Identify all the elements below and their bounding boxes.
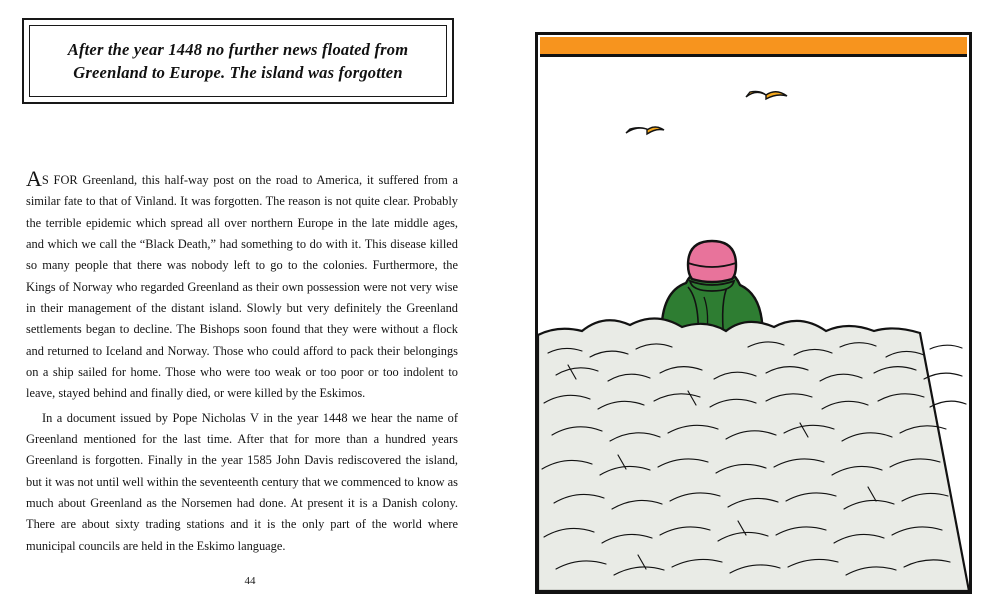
page-headline: After the year 1448 no further news floated from Greenland to Europe. The island was forgotten <box>67 39 409 82</box>
paragraph-1 <box>26 168 458 405</box>
pink-hat <box>688 241 736 282</box>
right-page <box>500 0 999 608</box>
illustration-frame <box>535 32 972 594</box>
horizon-ink-line <box>540 54 967 57</box>
drop-cap: A <box>26 166 42 191</box>
man-in-waves-illustration <box>538 35 969 591</box>
page-number: 44 <box>244 575 256 587</box>
headline-box <box>22 18 454 104</box>
body-text <box>26 168 458 557</box>
sea-mass <box>538 318 969 591</box>
paragraph-1-text: S FOR Greenland, this half-way post on the road to America, it suffered from a similar fate to that of Vinland. It was forgotten. The reason is not quite clear. Probably the terrible epidemic which spread all over northern Europe in the late middle ages, and which we call the “Black Death,” had something to do with it. This disease killed so many people that there was nobody left to go to the colonies. Furthermore, the Kings of Norway who regarded Greenland as their own possession were not very wise in their management of the distant island. Slowly but very definitely the Greenland settlements began to decline. The Bishops soon found that they were without a flock and returned to Iceland and Norway. Those who could afford to pack their belongings on a ship sailed for home. Those who were too weak or too poor or too indolent to leave, stayed behind and finally died, or were killed by the Eskimos. <box>26 173 458 401</box>
paragraph-2: In a document issued by Pope Nicholas V in the year 1448 we hear the name of Greenland mentioned for the last time. After that for more than a hundred years Greenland is forgotten. Finally in the year 1585 John Davis rediscovered the island, but it was not until well within the seventeenth century that we commenced to know as much about Greenland as the Norsemen had done. At present it is a Danish colony. There are about sixty trading stations and it is the only part of the world where municipal councils are held in the Eskimo language. <box>26 410 458 553</box>
headline-inner-border <box>29 25 447 97</box>
orange-sky-band <box>540 37 967 55</box>
